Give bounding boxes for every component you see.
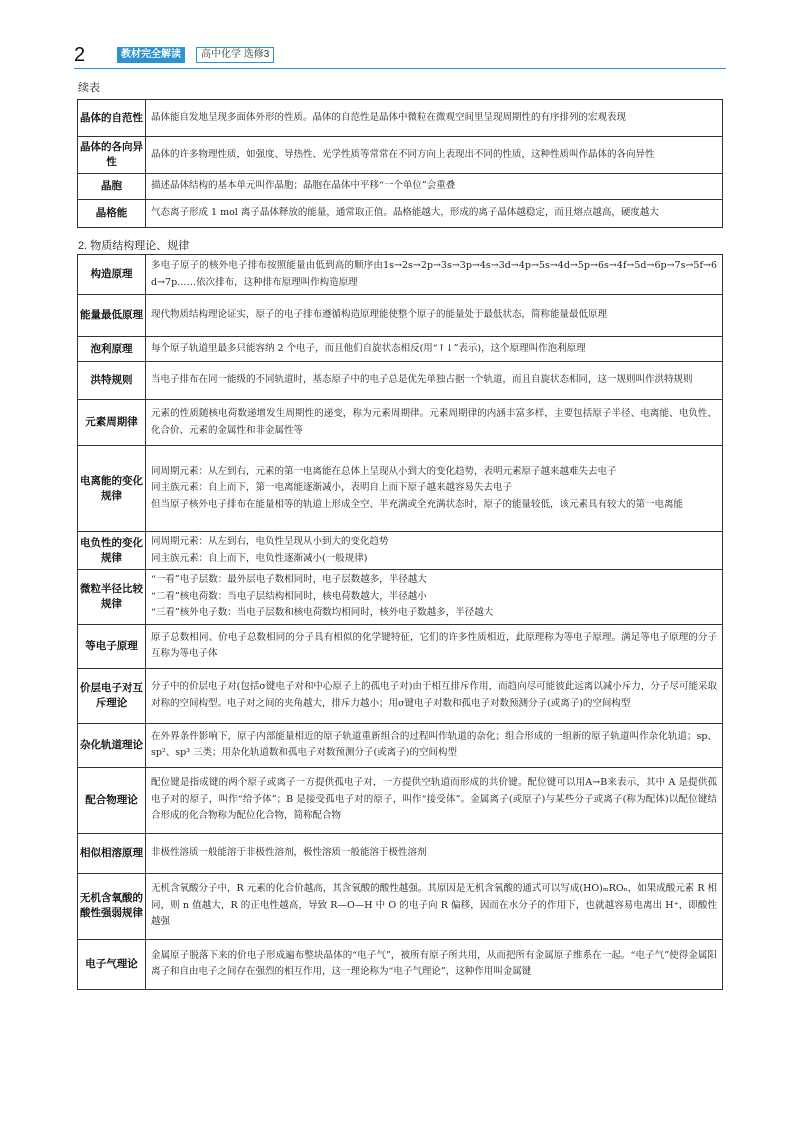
description-cell xyxy=(146,295,723,337)
description-cell xyxy=(146,624,723,668)
table-row xyxy=(78,446,723,532)
table-row xyxy=(78,668,723,723)
term-cell: 电子气理论 xyxy=(78,939,146,989)
table-row xyxy=(78,137,723,174)
term-cell: 杂化轨道理论 xyxy=(78,723,146,767)
structure-theory-table xyxy=(77,254,723,990)
term-cell: 相似相溶原理 xyxy=(78,833,146,873)
description-line: 金属原子脱落下来的价电子形成遍布整块晶体的“电子气”，被所有原子所共用，从而把所有金属原子维系在一起。“电子气”使得金属阳离子和自由电子之间存在强烈的相互作用，这一理论称为“电子气理论”，这种作用叫金属键 xyxy=(151,949,717,977)
table-row xyxy=(78,939,723,989)
description-cell xyxy=(146,532,723,570)
continued-label: 续表 xyxy=(78,82,100,94)
table-row xyxy=(78,833,723,873)
description-line: 元素的性质随核电荷数递增发生周期性的递变，称为元素周期律。元素周期律的内涵丰富多样，主要包括原子半径、电离能、电负性、化合价、元素的金属性和非金属性等 xyxy=(151,408,717,436)
description-cell xyxy=(146,668,723,723)
term-cell: 能量最低原理 xyxy=(78,295,146,337)
description-line: 在外界条件影响下，原子内部能量相近的原子轨道重新组合的过程叫作轨道的杂化；组合形成的一组新的原子轨道叫作杂化轨道；sp、sp²、sp³ 三类；用杂化轨道数和孤电子对数预测分子(或离子)的空间构型 xyxy=(151,730,717,758)
description-line: 气态离子形成 1 mol 离子晶体释放的能量，通常取正值。晶格能越大，形成的离子晶体越稳定，而且熔点越高，硬度越大 xyxy=(151,207,659,219)
description-cell xyxy=(146,873,723,939)
table-row xyxy=(78,337,723,362)
description-line: 多电子原子的核外电子排布按照能量由低到高的顺序由1s→2s→2p→3s→3p→4s→3d→4p→5s→4d→5p→6s→4f→5d→6p→7s→5f→6d→7p……依次排布，这种排布原理叫作构造原理 xyxy=(151,260,717,288)
table-row xyxy=(78,570,723,625)
term-cell: 微粒半径比较规律 xyxy=(78,570,146,625)
description-cell xyxy=(146,833,723,873)
page-number: 2 xyxy=(74,44,86,66)
description-cell xyxy=(146,174,723,200)
table-row xyxy=(78,532,723,570)
description-cell xyxy=(146,723,723,767)
header-rule xyxy=(74,68,726,69)
description-cell xyxy=(146,200,723,228)
description-line: 分子中的价层电子对(包括σ键电子对和中心原子上的孤电子对)由于相互排斥作用，而趋向尽可能彼此远离以减小斥力，分子尽可能采取对称的空间构型。电子对之间的夹角越大，排斥力越小；用σ键电子对数和孤电子对数预测分子(或离子)的空间构型 xyxy=(151,681,717,709)
term-cell: 晶体的各向异性 xyxy=(78,137,146,174)
description-line: 同周期元素：从左到右，元素的第一电离能在总体上呈现从小到大的变化趋势，表明元素原子越来越难失去电子 xyxy=(151,465,617,477)
description-line: 每个原子轨道里最多只能容纳 2 个电子，而且他们自旋状态相反(用“↑↓”表示)，这个原理叫作泡利原理 xyxy=(151,342,586,354)
description-line: 配位键是指成键的两个原子或离子一方提供孤电子对，一方提供空轨道而形成的共价键。配位键可以用A→B来表示，其中 A 是提供孤电子对的原子，叫作“给予体”；B 是接受孤电子对的原子，叫作“接受体”。金属离子(或原子)与某些分子或离子(称为配体)以配位键结合形成的化合物称为配位化合物，简称配合物 xyxy=(151,777,717,822)
table-row xyxy=(78,624,723,668)
table-row xyxy=(78,723,723,767)
description-line: 同主族元素：自上而下，第一电离能逐渐减小，表明自上而下原子越来越容易失去电子 xyxy=(151,482,513,494)
table-row xyxy=(78,873,723,939)
table-row xyxy=(78,400,723,446)
term-cell: 晶体的自范性 xyxy=(78,100,146,137)
description-line: 原子总数相同、价电子总数相同的分子具有相似的化学键特征，它们的许多性质相近，此原理称为等电子原理。满足等电子原理的分子互称为等电子体 xyxy=(151,631,717,659)
description-line: 同主族元素：自上而下，电负性逐渐减小(一般规律) xyxy=(151,552,368,564)
description-cell xyxy=(146,446,723,532)
description-line: 非极性溶质一般能溶于非极性溶剂，极性溶质一般能溶于极性溶剂 xyxy=(151,846,427,858)
section-title: 2. 物质结构理论、规律 xyxy=(78,240,190,252)
description-cell xyxy=(146,400,723,446)
description-cell xyxy=(146,137,723,174)
description-line: 当电子排布在同一能级的不同轨道时，基态原子中的电子总是优先单独占据一个轨道，而且自旋状态相同，这一规则叫作洪特规则 xyxy=(151,374,693,386)
term-cell: 配合物理论 xyxy=(78,767,146,833)
description-cell xyxy=(146,767,723,833)
description-cell xyxy=(146,337,723,362)
term-cell: 无机含氧酸的酸性强弱规律 xyxy=(78,873,146,939)
table-row xyxy=(78,295,723,337)
term-cell: 电离能的变化规律 xyxy=(78,446,146,532)
description-line: 现代物质结构理论证实，原子的电子排布遵循构造原理能使整个原子的能量处于最低状态，简称能量最低原理 xyxy=(151,309,608,321)
crystal-properties-table xyxy=(77,99,723,228)
term-cell: 晶胞 xyxy=(78,174,146,200)
term-cell: 晶格能 xyxy=(78,200,146,228)
term-cell: 构造原理 xyxy=(78,255,146,295)
term-cell: 元素周期律 xyxy=(78,400,146,446)
description-line: 无机含氧酸分子中，R 元素的化合价越高，其含氧酸的酸性越强。其原因是无机含氧酸的通式可以写成(HO)ₘROₙ，如果成酸元素 R 相同，则 n 值越大，R 的正电性越高，导致 R—O—H 中 O 的电子向 R 偏移，因而在水分子的作用下，也就越容易电离出 H⁺，即酸性越强 xyxy=(151,883,717,928)
description-line: 晶体的许多物理性质，如强度、导热性、光学性质等常常在不同方向上表现出不同的性质，这种性质叫作晶体的各向异性 xyxy=(151,148,655,160)
table-row xyxy=(78,200,723,228)
course-tag: 高中化学 选修3 xyxy=(196,47,274,63)
description-line: 但当原子核外电子排布在能量相等的轨道上形成全空、半充满或全充满状态时，原子的能量较低，该元素具有较大的第一电离能 xyxy=(151,498,684,510)
description-line: “二看”核电荷数：当电子层结构相同时，核电荷数越大，半径越小 xyxy=(151,590,427,602)
term-cell: 等电子原理 xyxy=(78,624,146,668)
term-cell: 价层电子对互斥理论 xyxy=(78,668,146,723)
description-line: 同周期元素：从左到右，电负性呈现从小到大的变化趋势 xyxy=(151,536,389,547)
term-cell: 泡利原理 xyxy=(78,337,146,362)
description-cell xyxy=(146,100,723,137)
description-line: “一看”电子层数：最外层电子数相同时，电子层数越多，半径越大 xyxy=(151,574,427,585)
table-row xyxy=(78,174,723,200)
description-line: 晶体能自发地呈现多面体外形的性质。晶体的自范性是晶体中微粒在微观空间里呈现周期性的有序排列的宏观表现 xyxy=(151,111,627,123)
description-line: “三看”核外电子数：当电子层数和核电荷数均相同时，核外电子数越多，半径越大 xyxy=(151,607,494,618)
term-cell: 电负性的变化规律 xyxy=(78,532,146,570)
term-cell: 洪特规则 xyxy=(78,362,146,400)
description-line: 描述晶体结构的基本单元叫作晶胞；晶胞在晶体中平移“一个单位”会重叠 xyxy=(151,180,456,192)
series-tag: 教材完全解读 xyxy=(117,47,185,63)
table-row xyxy=(78,255,723,295)
description-cell xyxy=(146,939,723,989)
table-row xyxy=(78,100,723,137)
table-row xyxy=(78,767,723,833)
description-cell xyxy=(146,255,723,295)
description-cell xyxy=(146,570,723,625)
description-cell xyxy=(146,362,723,400)
table-row xyxy=(78,362,723,400)
